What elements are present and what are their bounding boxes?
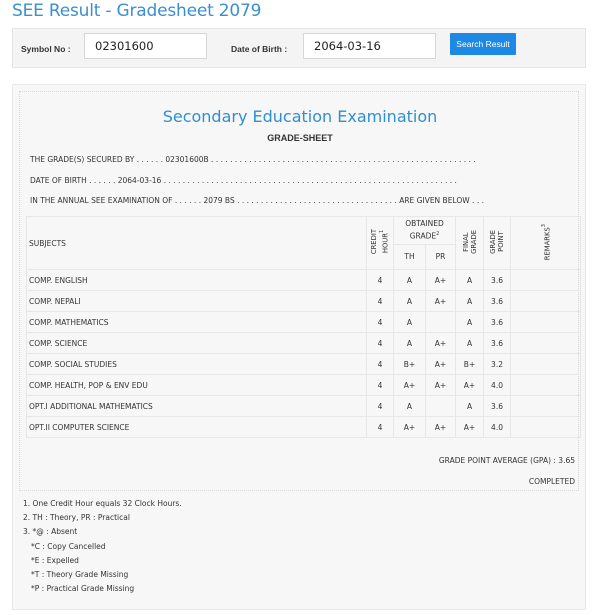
table-row bbox=[27, 291, 581, 312]
credit-cell: 4 bbox=[367, 333, 394, 354]
subject-cell: OPT.I ADDITIONAL MATHEMATICS bbox=[27, 396, 367, 417]
page-title: SEE Result - Gradesheet 2079 bbox=[12, 1, 262, 21]
header-subjects: SUBJECTS bbox=[27, 217, 367, 270]
footnote: 1. One Credit Hour equals 32 Clock Hours. bbox=[23, 499, 182, 508]
final-grade-cell: A bbox=[456, 270, 484, 291]
sheet-subtitle: GRADE-SHEET bbox=[267, 133, 333, 143]
grades-table bbox=[26, 216, 581, 438]
remarks-cell bbox=[511, 333, 581, 354]
remarks-cell bbox=[511, 270, 581, 291]
th-grade-cell: B+ bbox=[394, 354, 426, 375]
info-date-of-birth: DATE OF BIRTH . . . . . . 2064-03-16 . . . . . . . . . . . . . . . . . . . . . . . . . . . . . . . . . . . . . . . . . . . . . . . . . . . . . . . . . . . . . . bbox=[30, 176, 457, 185]
credit-cell: 4 bbox=[367, 417, 394, 438]
remarks-cell bbox=[511, 375, 581, 396]
grade-point-cell: 3.6 bbox=[484, 333, 511, 354]
credit-cell: 4 bbox=[367, 354, 394, 375]
grade-sheet bbox=[12, 84, 586, 610]
pr-grade-cell: A+ bbox=[426, 333, 456, 354]
final-grade-cell: A bbox=[456, 312, 484, 333]
subject-cell: COMP. ENGLISH bbox=[27, 270, 367, 291]
remarks-cell bbox=[511, 312, 581, 333]
grade-point-cell: 4.0 bbox=[484, 375, 511, 396]
final-grade-cell: B+ bbox=[456, 354, 484, 375]
footnotes bbox=[23, 497, 182, 596]
header-obtained-grade: OBTAINED GRADE$^2$ bbox=[394, 217, 456, 245]
table-row bbox=[27, 312, 581, 333]
subject-cell: OPT.II COMPUTER SCIENCE bbox=[27, 417, 367, 438]
table-header-row bbox=[27, 217, 581, 245]
search-result-button[interactable]: Search Result bbox=[450, 33, 516, 55]
result-status: COMPLETED bbox=[528, 477, 575, 486]
grade-point-cell: 3.2 bbox=[484, 354, 511, 375]
subject-cell: COMP. SOCIAL STUDIES bbox=[27, 354, 367, 375]
footnote: *T : Theory Grade Missing bbox=[31, 569, 129, 579]
remarks-cell bbox=[511, 396, 581, 417]
final-grade-cell: A+ bbox=[456, 417, 484, 438]
info-exam: IN THE ANNUAL SEE EXAMINATION OF . . . . . . 2079 BS . . . . . . . . . . . . . . . . . . . . . . . . . . . . . . . . . . ARE GIVEN BELOW . . . bbox=[30, 196, 484, 205]
footnote: *P : Practical Grade Missing bbox=[31, 584, 135, 594]
pr-grade-cell: A+ bbox=[426, 354, 456, 375]
th-grade-cell: A bbox=[394, 333, 426, 354]
subject-cell: COMP. SCIENCE bbox=[27, 333, 367, 354]
grade-point-cell: 3.6 bbox=[484, 312, 511, 333]
final-grade-cell: A+ bbox=[456, 375, 484, 396]
sheet-title: Secondary Education Examination bbox=[162, 107, 438, 126]
table-row bbox=[27, 270, 581, 291]
pr-grade-cell bbox=[426, 312, 456, 333]
header-credit-hour: CREDIT HOUR$^1$ bbox=[367, 217, 394, 270]
footnote: *E : Expelled bbox=[31, 555, 79, 565]
info-secured-by: THE GRADE(S) SECURED BY . . . . . . 02301600B . . . . . . . . . . . . . . . . . . . . . . . . . . . . . . . . . . . . . . . . . . . . . . . . . . . . . . . . bbox=[30, 155, 476, 164]
grade-point-cell: 4.0 bbox=[484, 417, 511, 438]
dob-input[interactable]: 2064-03-16 bbox=[303, 33, 436, 59]
th-grade-cell: A bbox=[394, 291, 426, 312]
subject-cell: COMP. MATHEMATICS bbox=[27, 312, 367, 333]
remarks-cell bbox=[511, 417, 581, 438]
footnote: *C : Copy Cancelled bbox=[31, 541, 106, 551]
grade-point-cell: 3.6 bbox=[484, 396, 511, 417]
table-row bbox=[27, 354, 581, 375]
header-pr: PR bbox=[426, 244, 456, 269]
final-grade-cell: A bbox=[456, 396, 484, 417]
final-grade-cell: A bbox=[456, 333, 484, 354]
header-grade-point: GRADE POINT bbox=[484, 217, 511, 270]
footnote: 3. *@ : Absent bbox=[23, 527, 78, 537]
symbol-label: Symbol No : bbox=[21, 44, 71, 54]
table-row bbox=[27, 375, 581, 396]
table-row bbox=[27, 417, 581, 438]
remarks-cell bbox=[511, 291, 581, 312]
subject-cell: COMP. HEALTH, POP & ENV EDU bbox=[27, 375, 367, 396]
dob-label: Date of Birth : bbox=[231, 44, 288, 54]
credit-cell: 4 bbox=[367, 291, 394, 312]
search-bar bbox=[12, 28, 586, 68]
grade-point-cell: 3.6 bbox=[484, 270, 511, 291]
pr-grade-cell: A+ bbox=[426, 417, 456, 438]
remarks-cell bbox=[511, 354, 581, 375]
credit-cell: 4 bbox=[367, 375, 394, 396]
th-grade-cell: A+ bbox=[394, 375, 426, 396]
table-row bbox=[27, 333, 581, 354]
th-grade-cell: A+ bbox=[394, 417, 426, 438]
symbol-input[interactable]: 02301600 bbox=[84, 33, 207, 59]
pr-grade-cell: A+ bbox=[426, 375, 456, 396]
header-final-grade: FINAL GRADE bbox=[456, 217, 484, 270]
pr-grade-cell bbox=[426, 396, 456, 417]
gpa-summary: GRADE POINT AVERAGE (GPA) : 3.65 bbox=[438, 456, 575, 465]
footnote: 2. TH : Theory, PR : Practical bbox=[23, 513, 130, 523]
credit-cell: 4 bbox=[367, 312, 394, 333]
pr-grade-cell: A+ bbox=[426, 270, 456, 291]
credit-cell: 4 bbox=[367, 396, 394, 417]
grade-point-cell: 3.6 bbox=[484, 291, 511, 312]
table-row bbox=[27, 396, 581, 417]
th-grade-cell: A bbox=[394, 270, 426, 291]
th-grade-cell: A bbox=[394, 312, 426, 333]
header-th: TH bbox=[394, 244, 426, 269]
th-grade-cell: A bbox=[394, 396, 426, 417]
credit-cell: 4 bbox=[367, 270, 394, 291]
header-remarks: REMARKS$^3$ bbox=[511, 217, 581, 270]
subject-cell: COMP. NEPALI bbox=[27, 291, 367, 312]
pr-grade-cell: A+ bbox=[426, 291, 456, 312]
final-grade-cell: A bbox=[456, 291, 484, 312]
